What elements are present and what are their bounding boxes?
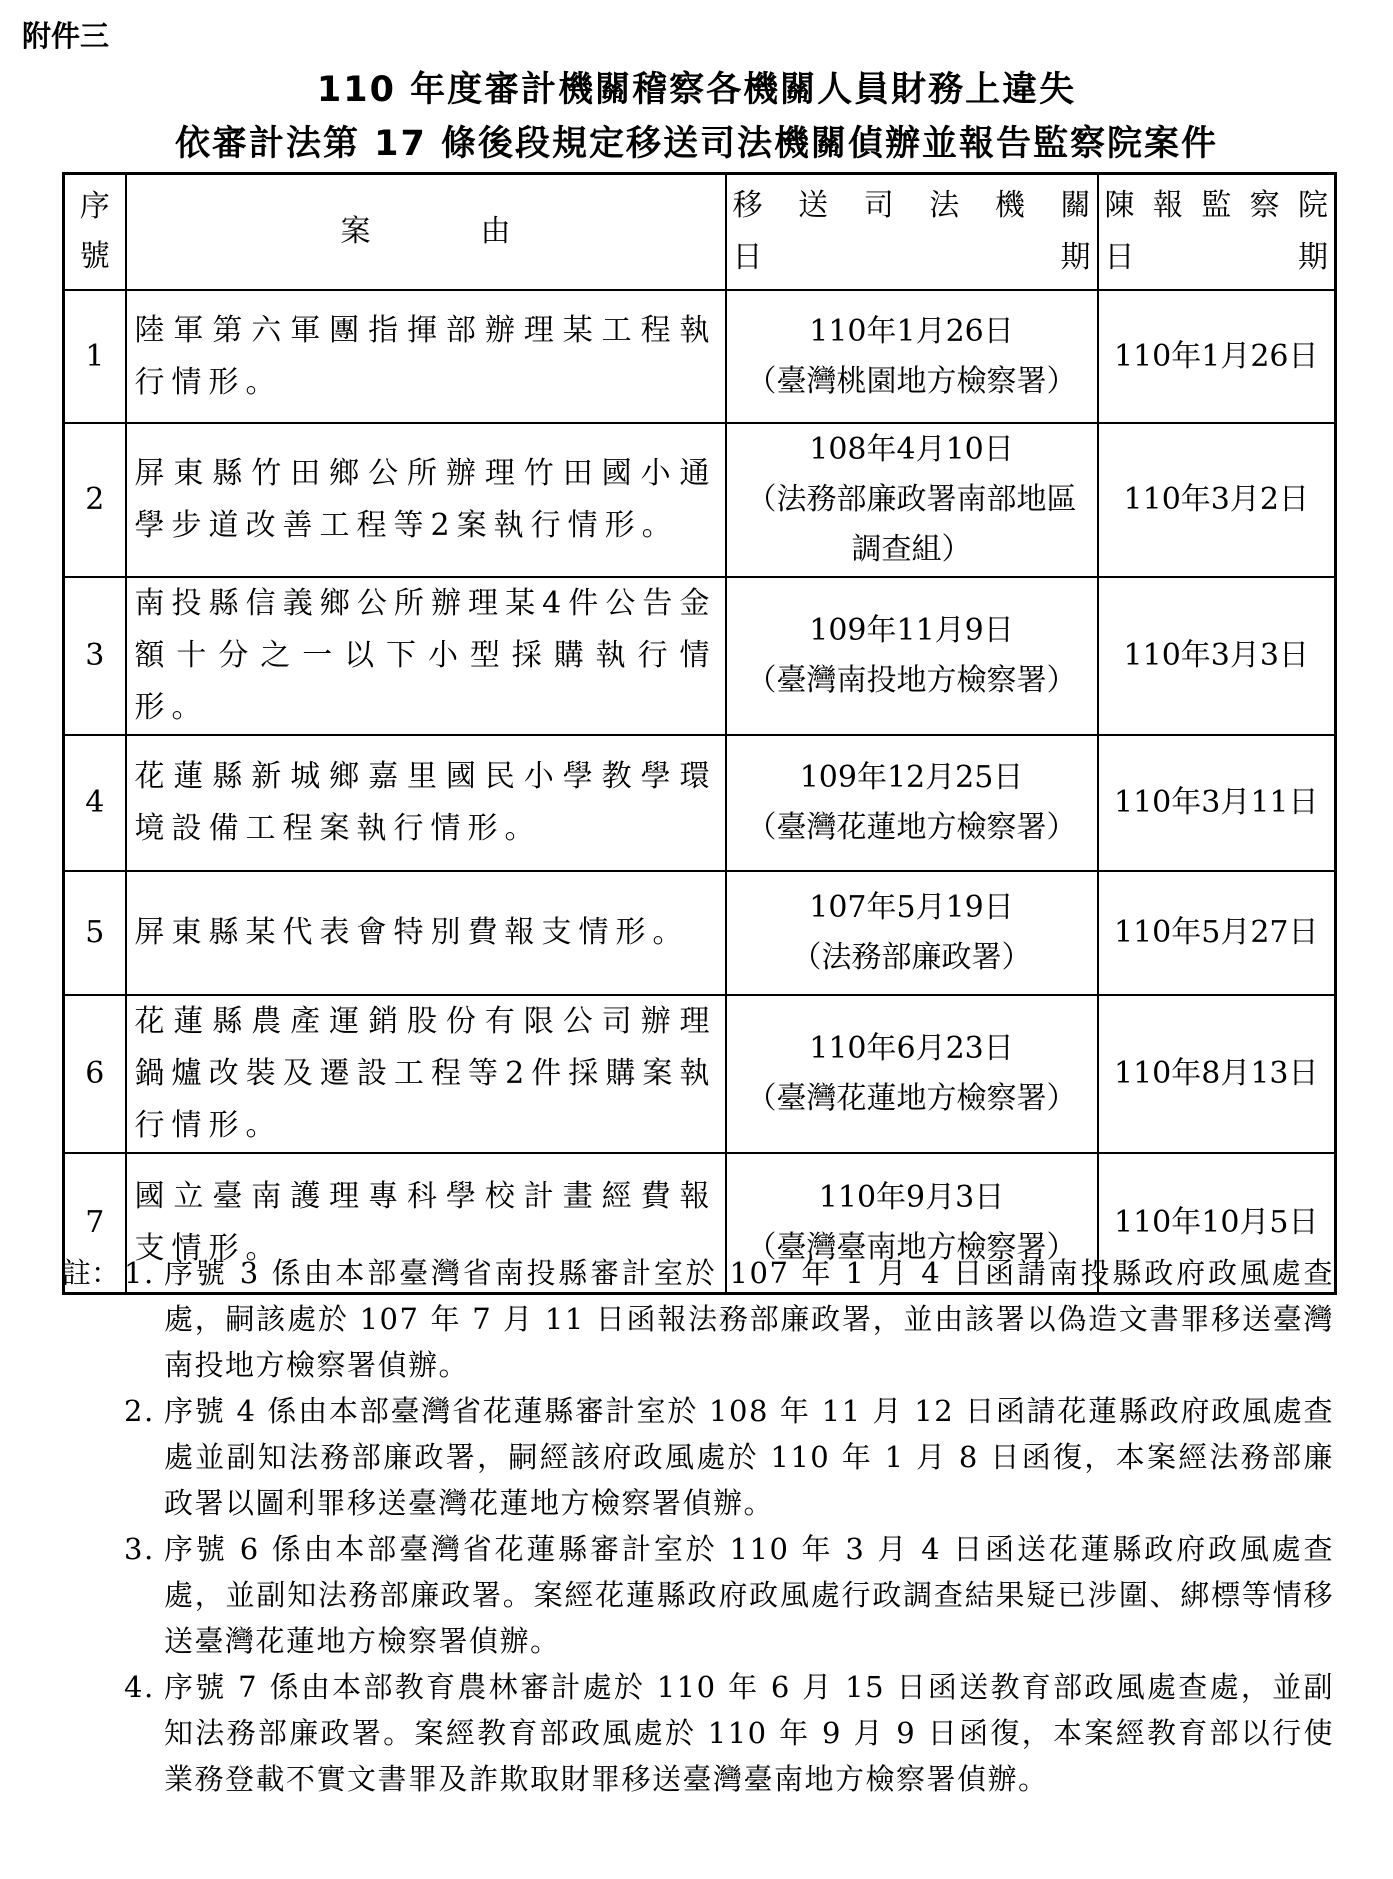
row-agency — [726, 735, 1098, 871]
row-no: 3 — [64, 577, 126, 735]
row-date: 109年11月9日 — [809, 613, 1014, 648]
row-report-date: 110年10月5日 — [1098, 1153, 1336, 1293]
row-date: 109年12月25日 — [799, 760, 1024, 795]
notes-section — [62, 1250, 1334, 1802]
note-text: 序號 7 係由本部教育農林審計處於 110 年 6 月 15 日函送教育部政風處查處，並副知法務部廉政署。案經教育部政風處於 110 年 9 月 9 日函復，本案經教育部以行使業務登載不實文書罪及詐欺取財罪移送臺灣臺南地方檢察署偵辦。 — [164, 1670, 1334, 1796]
row-reason: 屏東縣某代表會特別費報支情形。 — [126, 871, 726, 995]
row-reason: 花蓮縣農產運銷股份有限公司辦理鍋爐改裝及遷設工程等2件採購案執行情形。 — [126, 995, 726, 1153]
row-no: 2 — [64, 423, 126, 577]
row-no: 5 — [64, 871, 126, 995]
row-date: 110年1月26日 — [809, 313, 1014, 349]
row-agency-name: （臺灣臺南地方檢察署） — [746, 1229, 1077, 1265]
header-agency-l2b: 期 — [1060, 240, 1091, 275]
row-reason: 國立臺南護理專科學校計畫經費報支情形。 — [126, 1153, 726, 1293]
header-report-l2b: 期 — [1298, 240, 1328, 275]
document-title-line2: 依審計法第 17 條後段規定移送司法機關偵辦並報告監察院案件 — [174, 124, 1219, 164]
row-no: 4 — [64, 735, 126, 871]
note-text: 序號 6 係由本部臺灣省花蓮縣審計室於 110 年 3 月 4 日函送花蓮縣政府政風處查處，並副知法務部廉政署。案經花蓮縣政府政風處行政調查結果疑已涉圍、綁標等情移送臺灣花蓮地方檢察署偵辦。 — [164, 1532, 1334, 1658]
row-date: 107年5月19日 — [809, 890, 1014, 925]
row-agency — [726, 577, 1098, 735]
row-agency-name: （法務部廉政署） — [791, 940, 1032, 975]
note-number: 4. — [124, 1670, 155, 1704]
header-agency-line1: 移送司法機關 — [732, 188, 1091, 223]
document-title-line1: 110 年度審計機關稽察各機關人員財務上違失 — [316, 70, 1077, 110]
header-no: 序號 — [64, 174, 126, 291]
row-date: 110年6月23日 — [809, 1031, 1014, 1066]
row-no: 6 — [64, 995, 126, 1153]
row-reason: 屏東縣竹田鄉公所辦理竹田國小通學步道改善工程等2案執行情形。 — [126, 423, 726, 577]
row-report-date: 110年3月2日 — [1098, 423, 1336, 577]
row-agency-name: （臺灣花蓮地方檢察署） — [746, 810, 1077, 845]
note-item — [62, 1250, 1334, 1388]
table-header-row — [64, 174, 1336, 291]
row-no: 1 — [64, 290, 126, 423]
row-report-date: 110年5月27日 — [1098, 871, 1336, 995]
table-row — [64, 735, 1336, 871]
table-row — [64, 423, 1336, 577]
note-text: 序號 4 係由本部臺灣省花蓮縣審計室於 108 年 11 月 12 日函請花蓮縣政府政風處查處並副知法務部廉政署，嗣經該府政風處於 110 年 1 月 8 日函復，本案經法務部廉政署以圖利罪移送臺灣花蓮地方檢察署偵辦。 — [164, 1394, 1334, 1520]
header-report-l2a: 日 — [1104, 240, 1135, 275]
row-report-date: 110年1月26日 — [1098, 290, 1336, 423]
cases-table — [62, 172, 1337, 1295]
row-date: 110年9月3日 — [818, 1179, 1005, 1215]
row-agency-name: （臺灣南投地方檢察署） — [746, 663, 1077, 698]
table-row — [64, 995, 1336, 1153]
row-reason: 花蓮縣新城鄉嘉里國民小學教學環境設備工程案執行情形。 — [126, 735, 726, 871]
header-report-line1: 陳報監察院 — [1104, 188, 1328, 223]
row-agency-name: （法務部廉政署南部地區調查組） — [746, 482, 1077, 567]
note-number: 2. — [124, 1394, 155, 1428]
row-agency-name: （臺灣桃園地方檢察署） — [746, 363, 1077, 399]
header-report-date — [1098, 174, 1336, 291]
table-row — [64, 577, 1336, 735]
table-row — [64, 871, 1336, 995]
table-row — [64, 290, 1336, 423]
row-agency — [726, 871, 1098, 995]
header-agency-date — [726, 174, 1098, 291]
note-item — [62, 1388, 1334, 1526]
header-reason: 案由 — [126, 174, 726, 291]
row-no: 7 — [64, 1153, 126, 1293]
header-agency-line2 — [733, 232, 1091, 284]
row-reason: 南投縣信義鄉公所辦理某4件公告金額十分之一以下小型採購執行情形。 — [126, 577, 726, 735]
note-text: 序號 3 係由本部臺灣省南投縣審計室於 107 年 1 月 4 日函請南投縣政府政風處查處，嗣該處於 107 年 7 月 11 日函報法務部廉政署，並由該署以偽造文書罪移送臺灣南投地方檢察署偵辦。 — [164, 1256, 1334, 1382]
row-agency — [726, 995, 1098, 1153]
header-agency-l2a: 日 — [732, 240, 763, 275]
row-report-date: 110年8月13日 — [1098, 995, 1336, 1153]
note-number: 1. — [124, 1256, 155, 1290]
note-item — [62, 1526, 1334, 1664]
row-agency-name: （臺灣花蓮地方檢察署） — [746, 1081, 1077, 1116]
row-report-date: 110年3月11日 — [1098, 735, 1336, 871]
row-agency — [726, 290, 1098, 423]
header-report-line2 — [1105, 232, 1329, 284]
row-report-date: 110年3月3日 — [1098, 577, 1336, 735]
row-reason: 陸軍第六軍團指揮部辦理某工程執行情形。 — [126, 290, 726, 423]
attachment-label: 附件三 — [22, 19, 110, 53]
note-number: 3. — [124, 1532, 155, 1566]
row-date: 108年4月10日 — [809, 432, 1014, 467]
note-item — [62, 1664, 1334, 1802]
notes-label: 註： — [62, 1256, 121, 1290]
row-agency — [726, 423, 1098, 577]
